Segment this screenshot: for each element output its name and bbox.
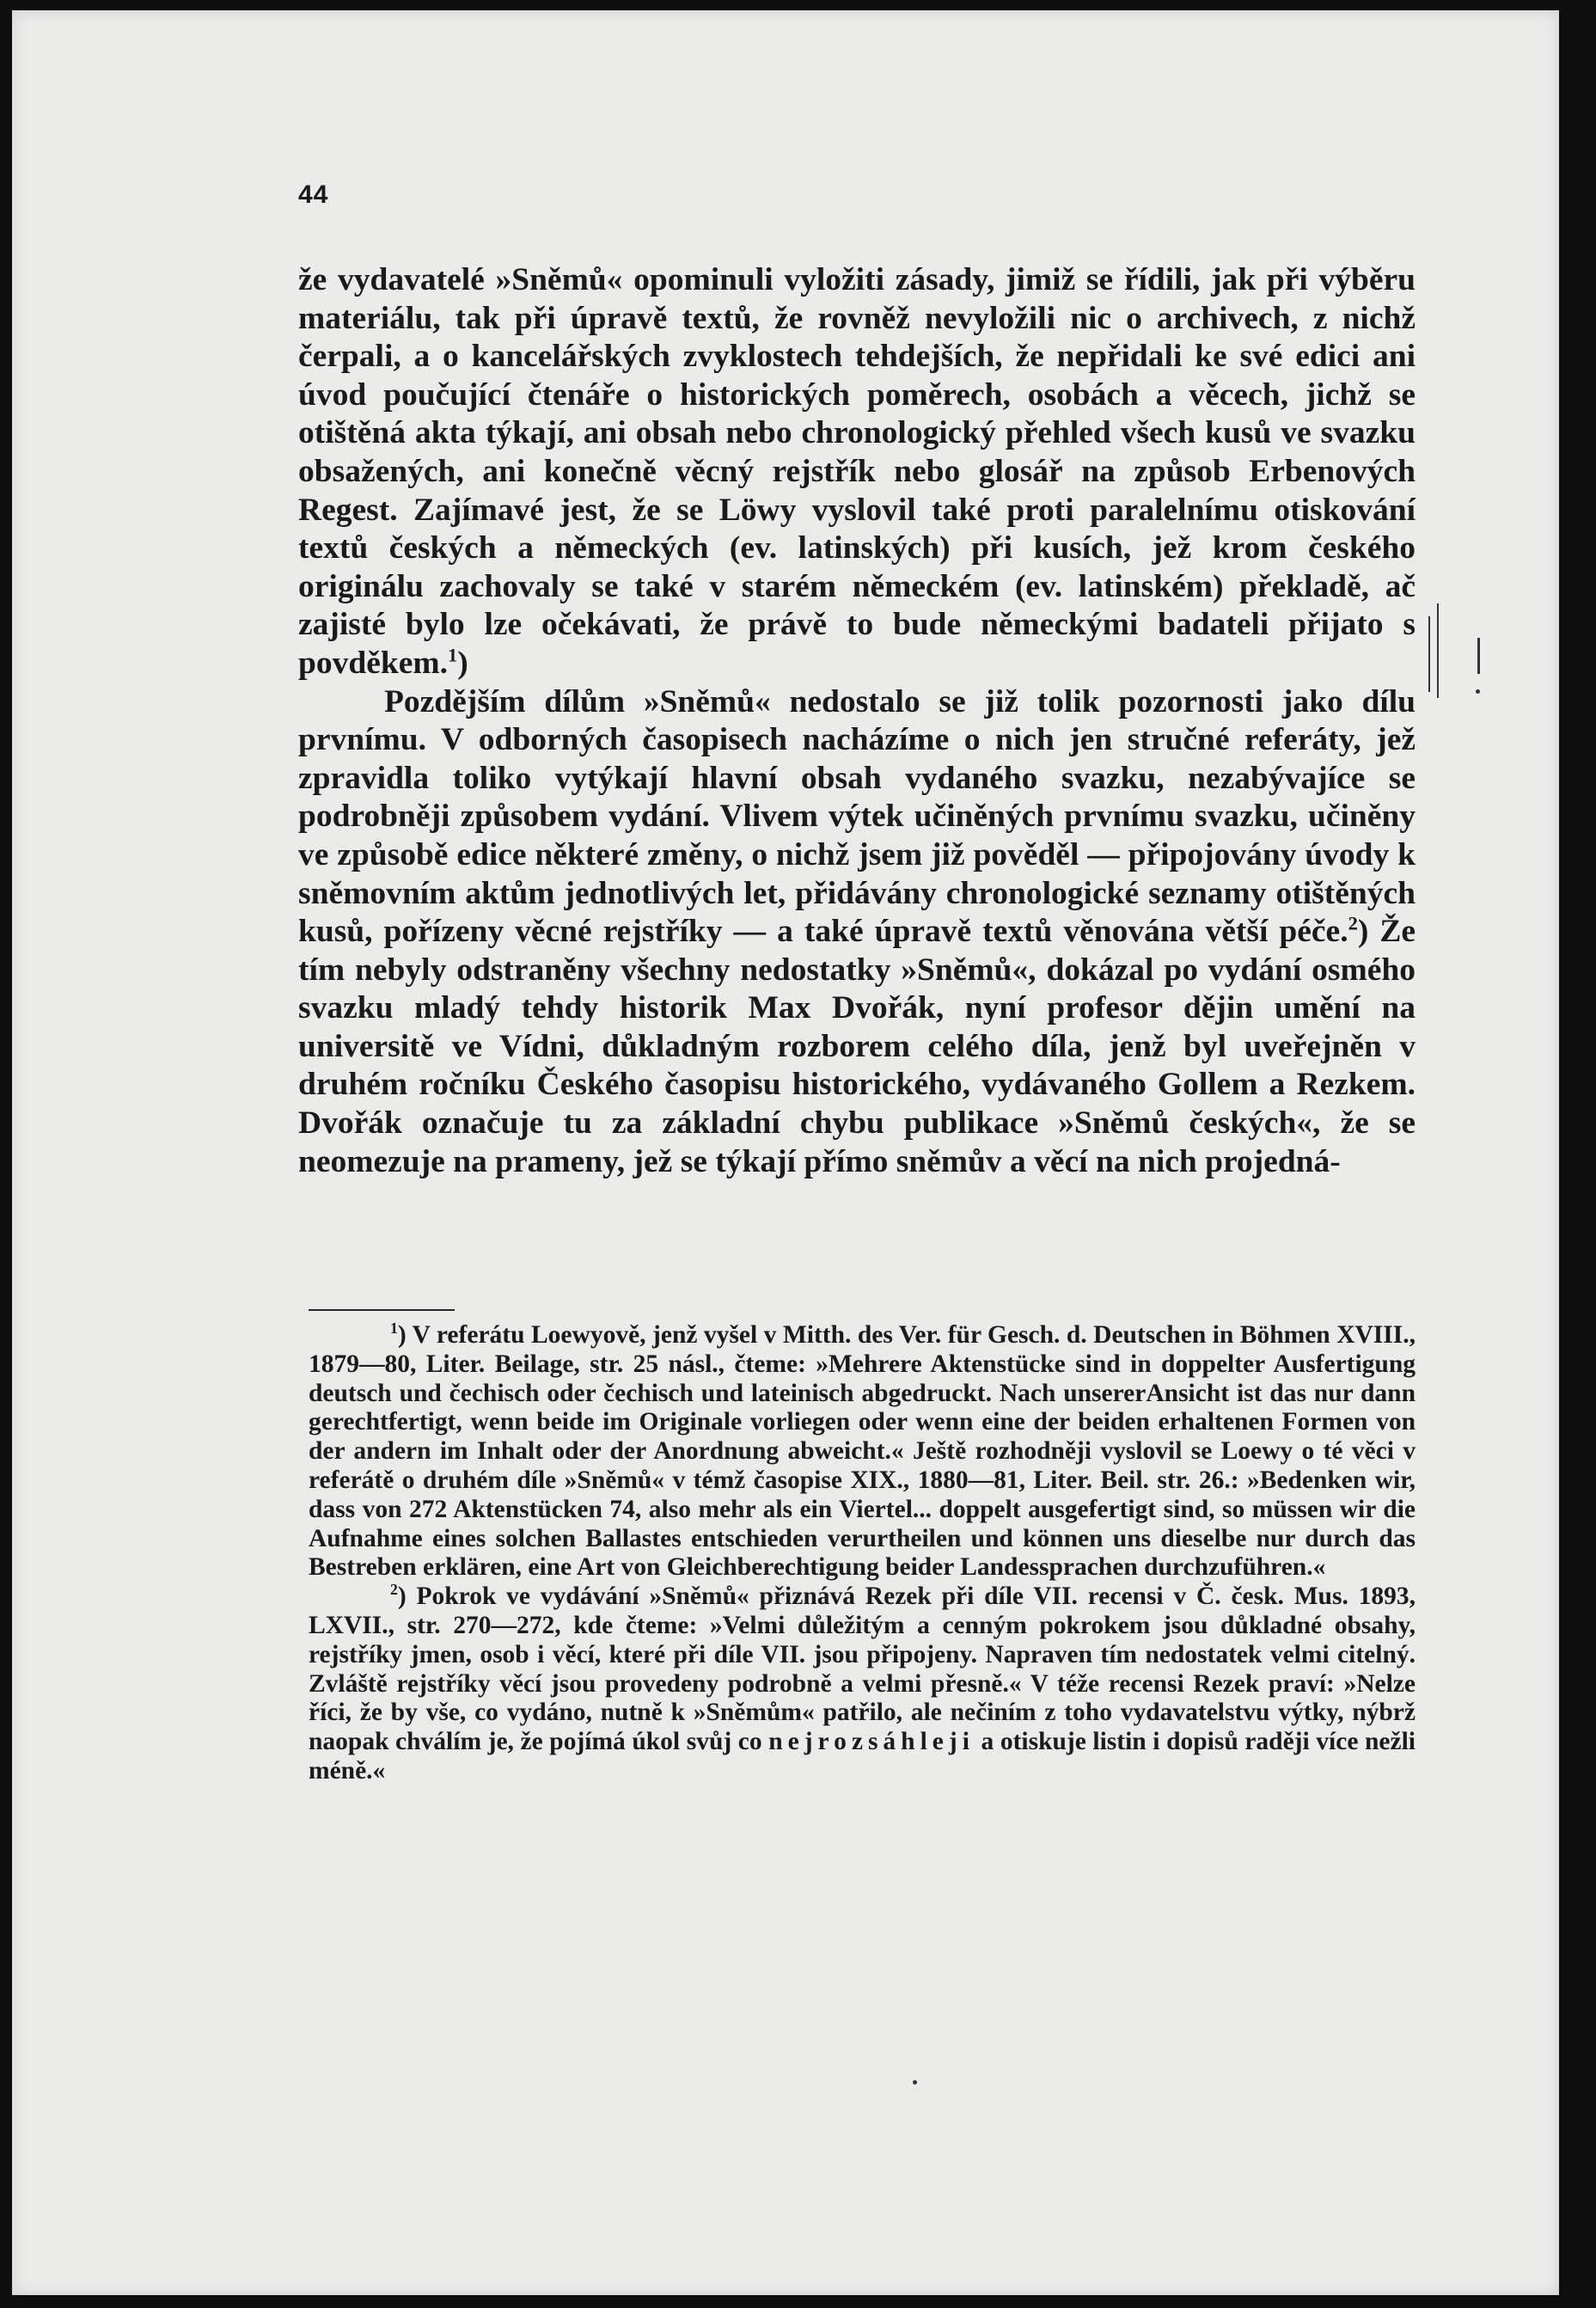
paragraph-2	[298, 683, 1416, 1182]
footnote-1-text: ) V referátu Loewyově, jenž vyšel v Mitth. des Ver. für Gesch. d. Deutschen in Böhmen XVIII., 1879—80, Liter. Beilage, str. 25 násl., čteme: »Mehrere Aktenstücke sind in doppelter Ausfertigung deutsch und čechisch oder čechisch und lateinisch abgedruckt. Nach unsererAnsicht ist das nur dann gerechtfertigt, wenn beide im Originale vorliegen oder wenn eine der beiden erhaltenen Formen von der andern im Inhalt oder der Anordnung abweicht.« Ještě rozhodněji vyslovil se Loewy o té věci v referátě o druhém díle »Sněmů« v témž časopise XIX., 1880—81, Liter. Beil. str. 26.: »Bedenken wir, dass von 272 Aktenstücken 74, also mehr als ein Viertel... doppelt ausgefertigt sind, so müssen wir die Aufnahme eines solchen Ballastes entschieden verurtheilen und können uns dieselbe nur durch das Bestreben erklären, eine Art von Gleichberechtigung beider Landessprachen durchzuführen.«	[309, 1321, 1416, 1582]
footnote-2-text-a: ) Pokrok ve vydávání »Sněmů« přiznává Rezek při díle VII. recensi v Č. česk. Mus. 1893, LXVII., str. 270—272, kde čteme: »Velmi důležitým a cenným pokrokem jsou důkladné obsahy, rejstříky jmen, osob i věcí, které při díle VII. jsou připojeny. Napraven tím nedostatek velmi citelný. Zvláště rejstříky věcí jsou provedeny podrobně a velmi přesně.« V téže recensi Rezek praví: »Nelze říci, že by vše, co vydáno, nutně k »Sněmům« patřilo, ale nečiním z toho vydavatelstvu výtky, nýbrž naopak chválím je, že pojímá úkol svůj co	[309, 1583, 1416, 1756]
footnote-2-mark: 2	[390, 1581, 398, 1599]
margin-bracket	[1428, 616, 1430, 692]
paragraph-2-text-b: ) Že tím nebyly odstraněny všechny nedostatky »Sněmů«, dokázal po vydání osmého svazku mladý tehdy historik Max Dvořák, nyní profesor dějin umění na universitě ve Vídni, důkladným rozborem celého díla, jenž byl uveřejněn v druhém ročníku Českého časopisu historického, vydávaného Gollem a Rezkem. Dvořák označuje tu za základní chybu publikace »Sněmů českých«, že se neomezuje na prameny, jež se týkají přímo sněmův a věcí na nich projedná-	[298, 914, 1416, 1179]
footnote-1	[309, 1321, 1416, 1583]
footnote-2-spaced-word: nejrozsáhleji	[768, 1728, 975, 1756]
paragraph-1	[298, 261, 1416, 683]
footnote-ref-1: 1	[447, 644, 458, 666]
footnote-ref-2: 2	[1348, 912, 1358, 934]
paragraph-2-text-a: Pozdějším dílům »Sněmů« nedostalo se již tolik pozornosti jako dílu prvnímu. V odborných časopisech nacházíme o nich jen stručné referáty, jež zpravidla toliko vytýkají hlavní obsah vydaného svazku, nezabývajíce se podrobněji způsobem vydání. Vlivem výtek učiněných prvnímu svazku, učiněny ve způsobě edice některé změny, o nichž jsem již pověděl — připojovány úvody k sněmovním aktům jednotlivých let, přidávány chronologické seznamy otištěných kusů, pořízeny věcné rejstříky — a také úpravě textů věnována větší péče.	[298, 683, 1416, 950]
page-number: 44	[298, 181, 329, 209]
main-text	[298, 261, 1416, 1181]
footnotes	[309, 1321, 1416, 1786]
paragraph-1-text: že vydavatelé »Sněmů« opominuli vyložiti zásady, jimiž se řídili, jak při výběru materiálu, tak při úpravě textů, že rovněž nevyložili nic o archivech, z nichž čerpali, a o kancelářských zvyklostech tehdejších, že nepřidali ke své edici ani úvod poučující čtenáře o historických poměrech, osobách a věcech, jichž se otištěná akta týkají, ani obsah nebo chronologický přehled všech kusů ve svazku obsažených, ani konečně věcný rejstřík nebo glosář na způsob Erbenových Regest. Zajímavé jest, že se Löwy vyslovil také proti paralelnímu otiskování textů českých a německých (ev. latinských) při kusích, jež krom českého originálu zachovaly se také v starém německém (ev. latinském) překladě, ač zajisté bylo lze očekávati, že právě to bude německými badateli přijato s povděkem.	[298, 262, 1416, 681]
footnote-2-text-b: a otiskuje listin i dopisů raději více nežli méně.«	[309, 1728, 1416, 1785]
speck	[1476, 689, 1480, 694]
footnote-1-mark: 1	[390, 1319, 398, 1338]
footnote-2	[309, 1583, 1416, 1786]
margin-mark	[1477, 638, 1480, 674]
paragraph-1-end: )	[457, 645, 468, 681]
document-page	[12, 10, 1559, 2295]
margin-bracket	[1437, 603, 1439, 698]
footnote-divider	[309, 1309, 455, 1311]
speck	[913, 2080, 917, 2085]
